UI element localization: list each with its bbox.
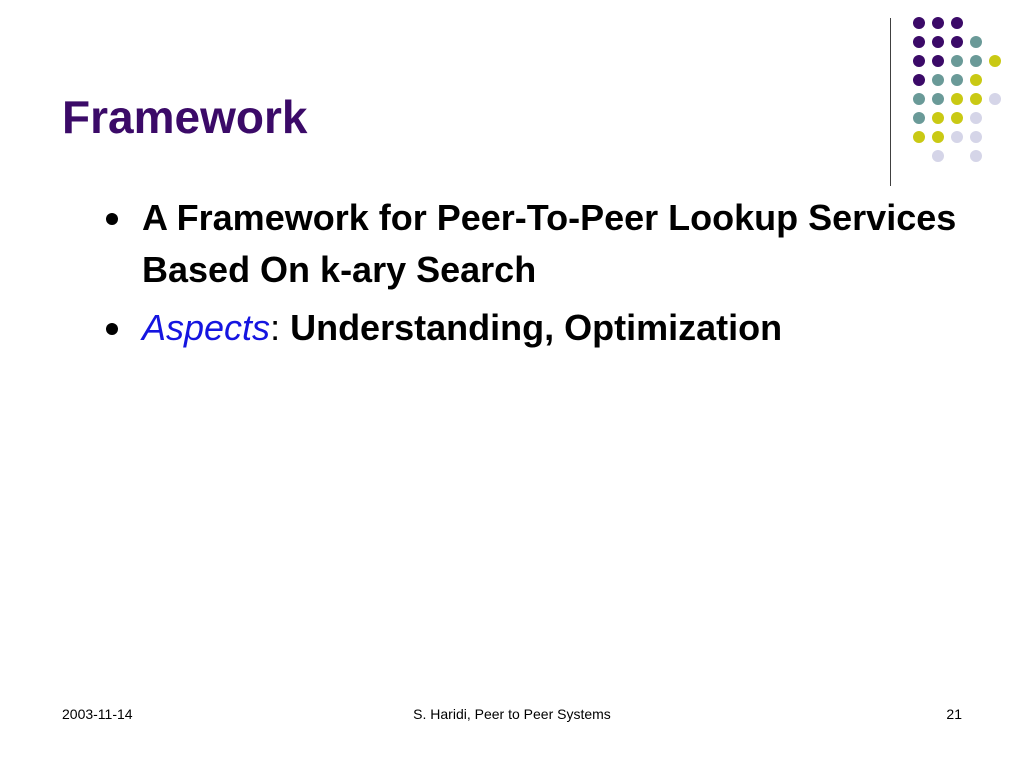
bullet-list [104,192,964,360]
grid-dot-teal [951,55,963,67]
grid-dot-yellow [970,74,982,86]
grid-dot-yellow [989,55,1001,67]
footer-presenter: S. Haridi, Peer to Peer Systems [413,706,611,722]
grid-dot-purple [951,36,963,48]
grid-dot-lavender [951,131,963,143]
grid-dot-purple [913,36,925,48]
grid-dot-purple [932,55,944,67]
grid-dot-purple [932,17,944,29]
grid-dot-teal [970,36,982,48]
grid-dot-teal [932,93,944,105]
bullet-item-aspects [104,302,964,354]
bullet-text: A Framework for Peer-To-Peer Lookup Services Based On k-ary Search [142,197,957,290]
grid-dot-purple [913,17,925,29]
grid-dot-lavender [989,93,1001,105]
bullet-item-framework [104,192,964,296]
grid-dot-purple [913,55,925,67]
footer-date: 2003-11-14 [62,706,133,722]
aspects-label: Aspects [142,307,271,348]
grid-dot-lavender [970,112,982,124]
grid-dot-yellow [932,112,944,124]
grid-dot-purple [932,36,944,48]
bullet-dot-icon [106,323,118,335]
grid-dot-teal [913,112,925,124]
grid-dot-lavender [932,150,944,162]
bullet-text: Understanding, Optimization [280,307,783,348]
grid-dot-teal [970,55,982,67]
grid-dot-teal [913,93,925,105]
grid-dot-yellow [951,112,963,124]
slide-title: Framework [62,91,308,143]
grid-dot-lavender [970,150,982,162]
grid-dot-purple [951,17,963,29]
aspects-colon: : [270,307,281,348]
bullet-dot-icon [106,213,118,225]
grid-dot-purple [913,74,925,86]
grid-dot-yellow [970,93,982,105]
grid-dot-teal [951,74,963,86]
grid-dot-yellow [932,131,944,143]
grid-dot-teal [932,74,944,86]
vertical-divider [890,18,891,186]
grid-dot-lavender [970,131,982,143]
footer-page-number: 21 [946,706,962,722]
grid-dot-yellow [913,131,925,143]
grid-dot-yellow [951,93,963,105]
